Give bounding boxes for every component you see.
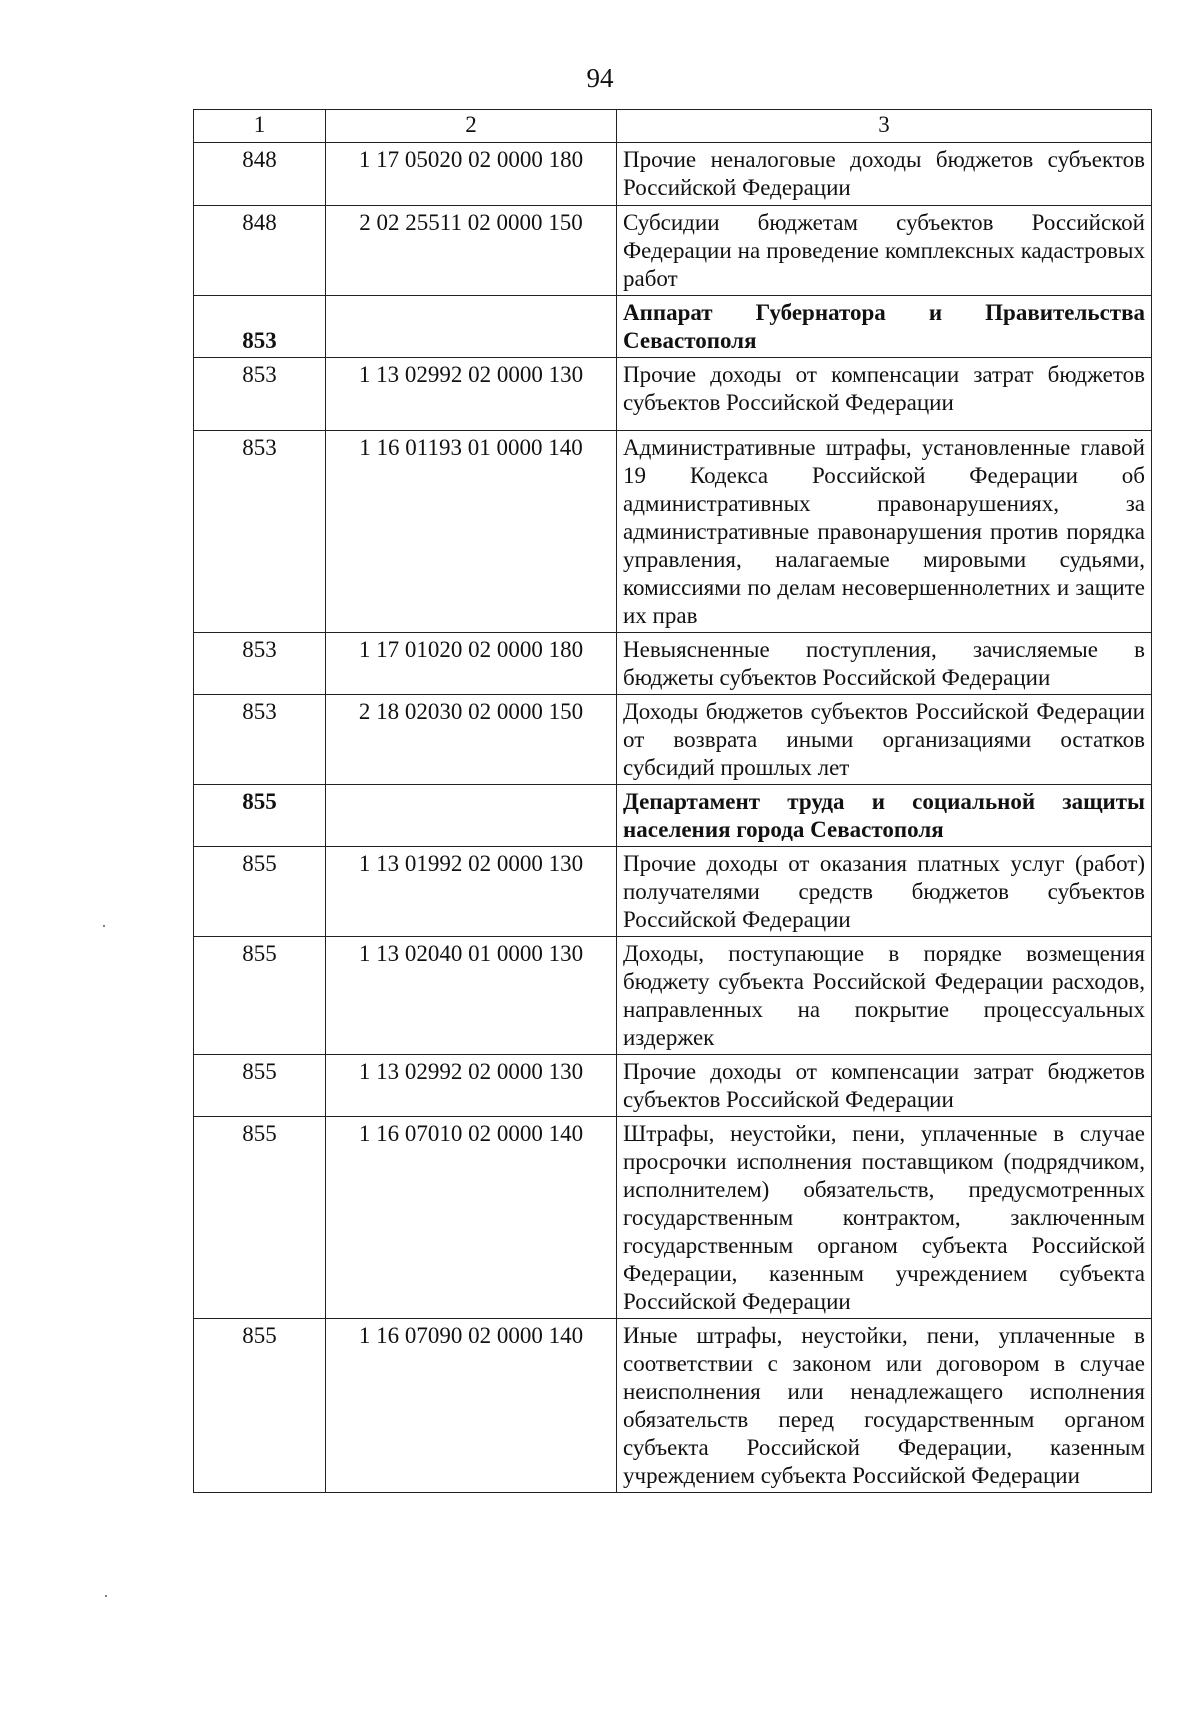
table-row [194, 1055, 1152, 1117]
revenue-code-cell [326, 296, 617, 358]
revenue-code-cell: 2 02 25511 02 0000 150 [326, 206, 617, 296]
revenue-code-cell: 1 17 05020 02 0000 180 [326, 143, 617, 206]
column-number-1: 1 [194, 110, 326, 143]
revenue-code-cell: 1 16 07090 02 0000 140 [326, 1319, 617, 1493]
revenue-name-cell: Доходы, поступающие в порядке возмещения бюджету субъекта Российской Федерации расходов, направленных на покрытие процессуальных издержек [617, 937, 1152, 1055]
table-row [194, 695, 1152, 785]
table-header-row [194, 110, 1152, 143]
revenue-name-cell: Прочие неналоговые доходы бюджетов субъектов Российской Федерации [617, 143, 1152, 206]
table-row [194, 633, 1152, 695]
revenue-code-cell: 1 13 02992 02 0000 130 [326, 358, 617, 431]
admin-code-cell: 855 [194, 937, 326, 1055]
admin-code-cell: 848 [194, 143, 326, 206]
revenue-name-cell: Прочие доходы от компенсации затрат бюджетов субъектов Российской Федерации [617, 358, 1152, 431]
revenue-code-cell [326, 785, 617, 847]
admin-code-cell: 855 [194, 1319, 326, 1493]
organization-name-cell: Аппарат Губернатора и Правительства Севастополя [617, 296, 1152, 358]
admin-code-cell: 853 [194, 633, 326, 695]
revenue-code-cell: 1 13 02992 02 0000 130 [326, 1055, 617, 1117]
page-number: 94 [586, 63, 614, 93]
revenue-name-cell: Прочие доходы от компенсации затрат бюджетов субъектов Российской Федерации [617, 1055, 1152, 1117]
revenue-name-cell: Административные штрафы, установленные главой 19 Кодекса Российской Федерации об административных правонарушениях, за административные правонарушения против порядка управления, налагаемые мировыми судьями, комиссиями по делам несовершеннолетних и защите их прав [617, 431, 1152, 633]
table-row-organization [194, 785, 1152, 847]
admin-code-cell: 853 [194, 296, 326, 358]
revenue-name-cell: Прочие доходы от оказания платных услуг (работ) получателями средств бюджетов субъектов Российской Федерации [617, 847, 1152, 937]
table-row [194, 206, 1152, 296]
scan-speck [103, 925, 105, 927]
revenue-code-cell: 2 18 02030 02 0000 150 [326, 695, 617, 785]
admin-code-cell: 853 [194, 431, 326, 633]
admin-code-cell: 853 [194, 358, 326, 431]
revenue-code-cell: 1 16 07010 02 0000 140 [326, 1117, 617, 1319]
table-row [194, 358, 1152, 431]
table-row [194, 1117, 1152, 1319]
admin-code-cell: 855 [194, 1117, 326, 1319]
admin-code-cell: 853 [194, 695, 326, 785]
table-row [194, 1319, 1152, 1493]
revenue-code-cell: 1 17 01020 02 0000 180 [326, 633, 617, 695]
scan-speck [105, 1595, 107, 1597]
organization-name-cell: Департамент труда и социальной защиты населения города Севастополя [617, 785, 1152, 847]
revenue-name-cell: Иные штрафы, неустойки, пени, уплаченные в соответствии с законом или договором в случае неисполнения или ненадлежащего исполнения обязательств перед государственным органом субъекта Российской Федерации, казенным учреждением субъекта Российской Федерации [617, 1319, 1152, 1493]
revenue-code-cell: 1 16 01193 01 0000 140 [326, 431, 617, 633]
column-number-3: 3 [617, 110, 1152, 143]
admin-code-cell: 855 [194, 785, 326, 847]
revenue-name-cell: Невыясненные поступления, зачисляемые в бюджеты субъектов Российской Федерации [617, 633, 1152, 695]
revenue-code-cell: 1 13 02040 01 0000 130 [326, 937, 617, 1055]
revenue-name-cell: Доходы бюджетов субъектов Российской Федерации от возврата иными организациями остатков субсидий прошлых лет [617, 695, 1152, 785]
admin-code-cell: 855 [194, 1055, 326, 1117]
table-row [194, 143, 1152, 206]
admin-code-cell: 848 [194, 206, 326, 296]
table-row [194, 847, 1152, 937]
revenue-code-cell: 1 13 01992 02 0000 130 [326, 847, 617, 937]
budget-revenue-table [193, 109, 1152, 1493]
column-number-2: 2 [326, 110, 617, 143]
revenue-name-cell: Субсидии бюджетам субъектов Российской Федерации на проведение комплексных кадастровых работ [617, 206, 1152, 296]
table-row-organization [194, 296, 1152, 358]
admin-code-cell: 855 [194, 847, 326, 937]
table-row [194, 937, 1152, 1055]
table-row [194, 431, 1152, 633]
revenue-name-cell: Штрафы, неустойки, пени, уплаченные в случае просрочки исполнения поставщиком (подрядчиком, исполнителем) обязательств, предусмотренных государственным контрактом, заключенным государственным органом субъекта Российской Федерации, казенным учреждением субъекта Российской Федерации [617, 1117, 1152, 1319]
